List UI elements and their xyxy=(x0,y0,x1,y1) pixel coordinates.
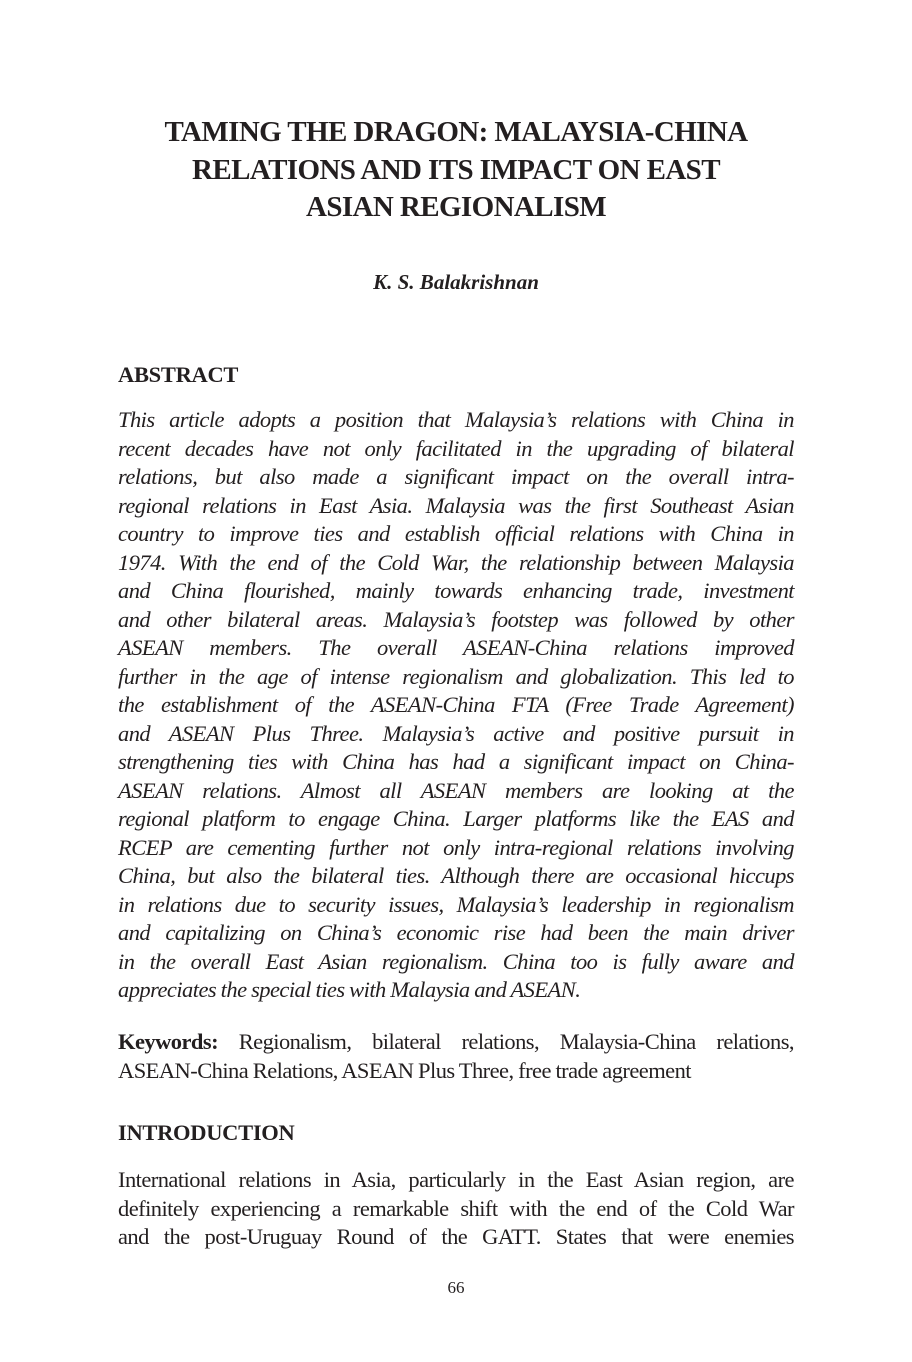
keywords-line-1 xyxy=(118,1028,794,1057)
text-line: and China flourished, mainly towards enhancing trade, investment xyxy=(118,578,794,603)
title-line: RELATIONS AND ITS IMPACT ON EAST xyxy=(192,153,720,186)
text-line: recent decades have not only facilitated in the upgrading of bilateral xyxy=(118,435,794,461)
article-title xyxy=(100,114,812,227)
text-line: and ASEAN Plus Three. Malaysia’s active and positive pursuit in xyxy=(118,720,794,746)
text-line: ASEAN relations. Almost all ASEAN members are looking at the xyxy=(118,777,794,803)
title-line: ASIAN REGIONALISM xyxy=(306,191,606,223)
title-line: TAMING THE DRAGON: MALAYSIA-CHINA xyxy=(164,116,748,148)
introduction-heading: INTRODUCTION xyxy=(118,1120,295,1145)
keywords-text: Regionalism, bilateral relations, Malaysia-China relations, xyxy=(218,1029,794,1054)
author-name: K. S. Balakrishnan xyxy=(373,270,539,294)
introduction-body xyxy=(118,1166,794,1252)
keywords-line-2: ASEAN-China Relations, ASEAN Plus Three, free trade agreement xyxy=(118,1057,692,1083)
text-line: regional relations in East Asia. Malaysia was the first Southeast Asian xyxy=(118,492,794,518)
text-line: the establishment of the ASEAN-China FTA (Free Trade Agreement) xyxy=(118,692,794,717)
text-line: relations, but also made a significant impact on the overall intra- xyxy=(118,464,794,489)
text-line: in relations due to security issues, Malaysia’s leadership in regionalism xyxy=(118,891,794,917)
text-line: appreciates the special ties with Malaysia and ASEAN. xyxy=(118,977,581,1002)
text-line: 1974. With the end of the Cold War, the relationship between Malaysia xyxy=(118,549,794,575)
text-line: and capitalizing on China’s economic rise had been the main driver xyxy=(118,920,794,945)
keywords-label: Keywords: xyxy=(118,1029,219,1054)
text-line: and other bilateral areas. Malaysia’s footstep was followed by other xyxy=(118,606,794,632)
text-line: International relations in Asia, particularly in the East Asian region, are xyxy=(118,1167,794,1192)
abstract-body xyxy=(118,406,794,1005)
text-line: China, but also the bilateral ties. Although there are occasional hiccups xyxy=(118,863,794,888)
page-number: 66 xyxy=(447,1278,465,1297)
keywords xyxy=(118,1028,794,1085)
text-line: ASEAN members. The overall ASEAN-China relations improved xyxy=(118,635,794,660)
text-line: regional platform to engage China. Larger platforms like the EAS and xyxy=(118,806,794,831)
text-line: definitely experiencing a remarkable shift with the end of the Cold War xyxy=(118,1195,794,1221)
text-line: This article adopts a position that Malaysia’s relations with China in xyxy=(118,407,794,432)
text-line: country to improve ties and establish official relations with China in xyxy=(118,521,794,546)
text-line: RCEP are cementing further not only intra-regional relations involving xyxy=(118,834,794,860)
text-line: further in the age of intense regionalism and globalization. This led to xyxy=(118,663,794,689)
text-line: strengthening ties with China has had a significant impact on China- xyxy=(118,749,794,774)
abstract-heading: ABSTRACT xyxy=(118,362,239,387)
text-line: and the post-Uruguay Round of the GATT. States that were enemies xyxy=(118,1224,794,1249)
text-line: in the overall East Asian regionalism. China too is fully aware and xyxy=(118,948,794,974)
